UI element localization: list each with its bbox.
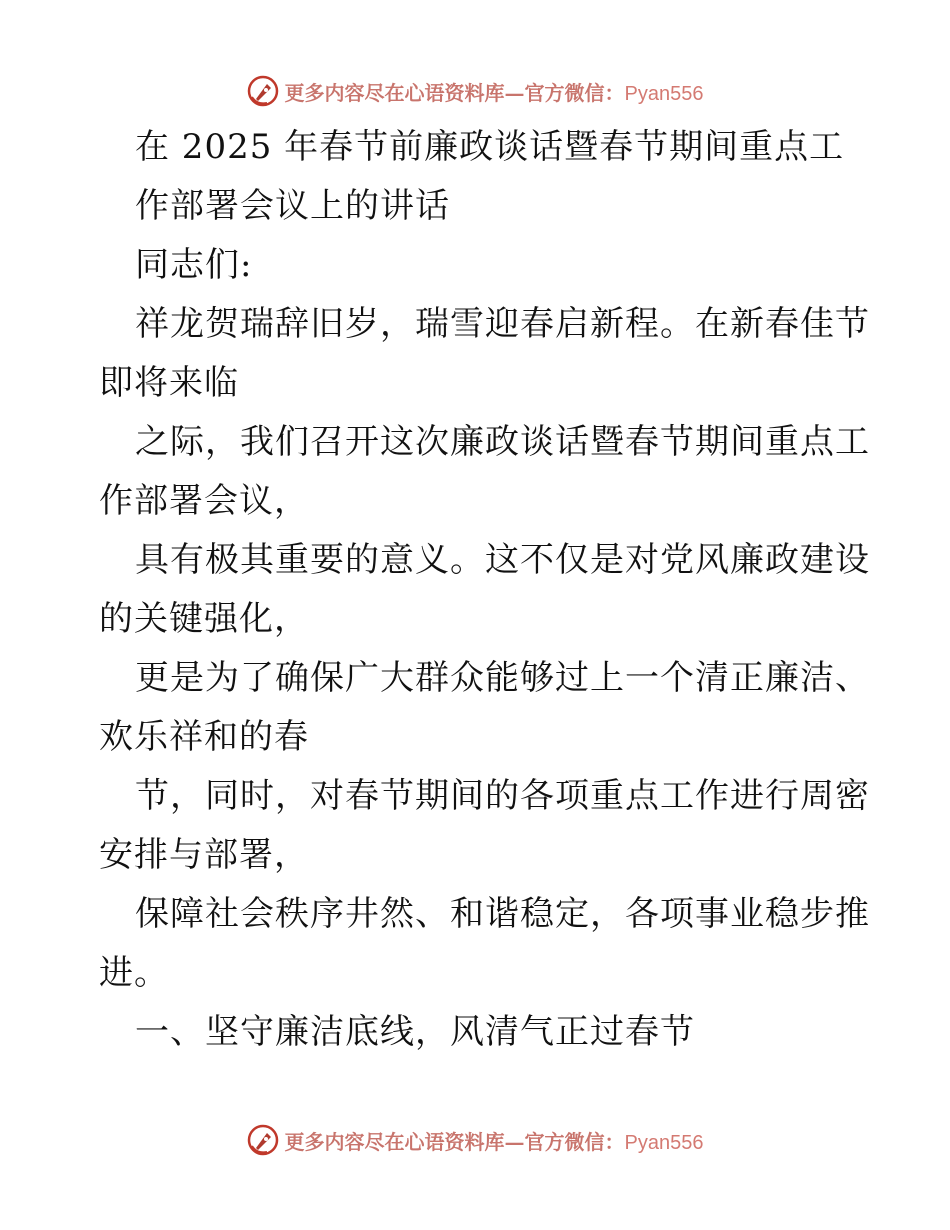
paragraph-line: 保障社会秩序井然、和谐稳定，各项事业稳步推	[135, 894, 870, 934]
paragraph-line: 进。	[99, 953, 169, 993]
paragraph-line: 安排与部署，	[99, 835, 309, 875]
salutation: 同志们:	[135, 245, 253, 285]
fountain-pen-nib-icon	[247, 75, 279, 107]
section-heading: 一、坚守廉洁底线，风清气正过春节	[135, 1012, 695, 1052]
watermark-footer	[0, 1120, 950, 1160]
paragraph-line: 的关键强化，	[99, 599, 309, 639]
watermark-wechat-id: Pyan556	[624, 82, 704, 105]
title-line-1: 在 2025 年春节前廉政谈话暨春节期间重点工	[135, 127, 845, 167]
watermark-header	[0, 71, 950, 111]
watermark-text	[285, 77, 704, 106]
paragraph-line: 之际，我们召开这次廉政谈话暨春节期间重点工	[135, 422, 870, 462]
paragraph-line: 作部署会议，	[99, 481, 309, 521]
paragraph-line: 即将来临	[99, 363, 239, 403]
paragraph-line: 具有极其重要的意义。这不仅是对党风廉政建设	[135, 540, 870, 580]
paragraph-line: 欢乐祥和的春	[99, 717, 309, 757]
title-line-2: 作部署会议上的讲话	[135, 186, 450, 226]
watermark-label: 更多内容尽在心语资料库—官方微信：	[284, 80, 625, 105]
paragraph-line: 节，同时，对春节期间的各项重点工作进行周密	[135, 776, 870, 816]
paragraph-line: 更是为了确保广大群众能够过上一个清正廉洁、	[135, 658, 870, 698]
fountain-pen-nib-icon	[247, 1124, 279, 1156]
watermark-wechat-id: Pyan556	[624, 1131, 704, 1154]
watermark-text	[285, 1126, 704, 1155]
watermark-label: 更多内容尽在心语资料库—官方微信：	[284, 1129, 625, 1154]
paragraph-line: 祥龙贺瑞辞旧岁，瑞雪迎春启新程。在新春佳节	[135, 304, 870, 344]
